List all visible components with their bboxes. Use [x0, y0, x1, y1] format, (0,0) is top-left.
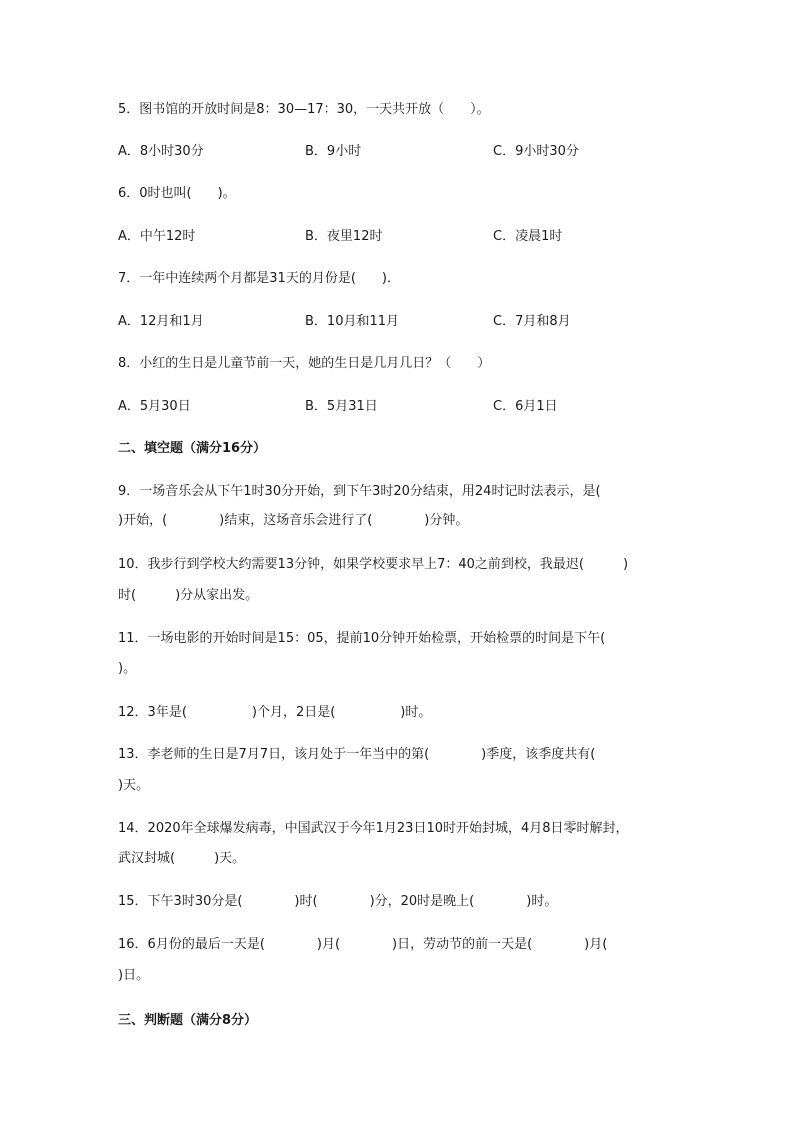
question-14-line-1: 14．2020年全球爆发病毒，中国武汉于今年1月23日10时开始封城，4月8日零时解封， — [118, 821, 629, 836]
section-3-heading: 三、判断题（满分8分） — [118, 1013, 258, 1028]
question-16-line-1: 16．6月份的最后一天是( )月( )日，劳动节的前一天是( )月( — [118, 937, 608, 952]
question-9-line-1: 9．一场音乐会从下午1时30分开始，到下午3时20分结束，用24时记时法表示，是( — [118, 484, 601, 499]
question-15-line-1: 15．下午3时30分是( )时( )分，20时是晚上( )时。 — [118, 894, 558, 909]
question-5-option-a: A．8小时30分 — [118, 144, 204, 159]
question-7-option-c: C．7月和8月 — [493, 314, 571, 329]
question-8-option-c: C．6月1日 — [493, 399, 558, 414]
question-11-line-1: 11．一场电影的开始时间是15：05，提前10分钟开始检票，开始检票的时间是下午( — [118, 631, 606, 646]
question-5-option-b: B．9小时 — [305, 144, 362, 159]
question-10-line-2: 时( )分从家出发。 — [118, 588, 259, 603]
question-7-option-a: A．12月和1月 — [118, 314, 204, 329]
question-13-line-1: 13．李老师的生日是7月7日，该月处于一年当中的第( )季度，该季度共有( — [118, 747, 596, 762]
question-6-option-c: C．凌晨1时 — [493, 229, 563, 244]
question-6-option-a: A．中午12时 — [118, 229, 196, 244]
question-13-line-2: )天。 — [118, 778, 150, 793]
question-7-stem: 7．一年中连续两个月都是31天的月份是( )． — [118, 271, 400, 286]
question-6-stem: 6．0时也叫( )。 — [118, 186, 236, 201]
question-10-line-1: 10．我步行到学校大约需要13分钟，如果学校要求早上7：40之前到校，我最迟( ) — [118, 557, 629, 572]
question-5-stem: 5．图书馆的开放时间是8：30—17：30，一天共开放（ ）。 — [118, 102, 490, 117]
question-7-option-b: B．10月和11月 — [305, 314, 400, 329]
question-8-option-b: B．5月31日 — [305, 399, 378, 414]
question-8-stem: 8．小红的生日是儿童节前一天，她的生日是几月几日？（ ） — [118, 356, 491, 371]
question-16-line-2: )日。 — [118, 968, 150, 983]
question-12-line-1: 12．3年是( )个月，2日是( )时。 — [118, 705, 432, 720]
question-8-option-a: A．5月30日 — [118, 399, 191, 414]
question-9-line-2: )开始，( )结束，这场音乐会进行了( )分钟。 — [118, 513, 469, 528]
section-2-heading: 二、填空题（满分16分） — [118, 441, 267, 456]
question-11-line-2: )。 — [118, 661, 137, 676]
question-14-line-2: 武汉封城( )天。 — [118, 851, 246, 866]
question-5-option-c: C．9小时30分 — [493, 144, 579, 159]
question-6-option-b: B．夜里12时 — [305, 229, 383, 244]
